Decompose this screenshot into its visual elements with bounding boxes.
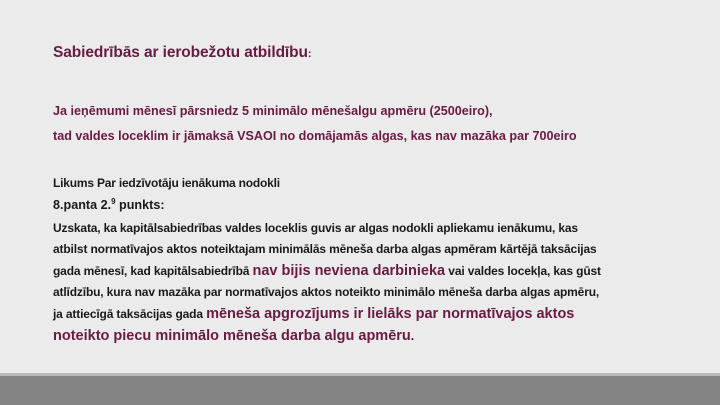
law-text-line-3b: vai valdes locekļa, kas gūst: [445, 264, 601, 278]
slide-heading: [53, 44, 311, 62]
law-text-line-3a: gada mēnesī, kad kapitālsabiedrībā: [53, 264, 253, 278]
intro-block: [53, 99, 693, 149]
footer-bar: [0, 376, 720, 405]
law-text-line-1: Uzskata, ka kapitālsabiedrības valdes loceklis guvis ar algas nodokli apliekamu ienākumu, kas: [53, 221, 578, 235]
law-text-line-5a: ja attiecīgā taksācijas gada: [53, 307, 207, 321]
heading-colon: :: [307, 48, 312, 60]
law-text-line-5: [53, 303, 703, 325]
intro-line-2: tad valdes loceklim ir jāmaksā VSAOI no domājamās algas, kas nav mazāka par 700eiro: [53, 129, 577, 143]
law-text-line-4: atlīdzību, kura nav mazāka par normatīvajos aktos noteikto minimālo mēneša darba algas apmēru,: [53, 285, 600, 299]
law-text: [53, 218, 703, 347]
intro-line-1: Ja ieņēmumi mēnesī pārsniedz 5 minimālo mēnešalgu apmēru (2500eiro),: [53, 104, 493, 118]
heading-text: Sabiedrībās ar ierobežotu atbildību: [53, 44, 308, 61]
paragraph-sup: 9: [111, 197, 116, 206]
paragraph-suffix: punkts:: [115, 198, 165, 212]
paragraph-prefix: 8.panta 2.: [53, 198, 112, 212]
law-text-line-6: [53, 325, 703, 347]
law-text-line-2: atbilst normatīvajos aktos noteiktajam minimālās mēneša darba algas apmēram kārtējā taksācijas: [53, 242, 597, 256]
highlight-five-minimum-wages: noteikto piecu minimālo mēneša darba algu apmēru: [53, 328, 411, 344]
paragraph-reference: [53, 197, 165, 212]
law-text-line-3: [53, 260, 703, 282]
highlight-no-employees: nav bijis neviena darbinieka: [252, 263, 446, 279]
law-text-line-6b: .: [410, 329, 414, 343]
law-title: Likums Par iedzīvotāju ienākuma nodokli: [53, 176, 280, 190]
highlight-turnover: mēneša apgrozījums ir lielāks par normatīvajos aktos: [206, 306, 575, 322]
